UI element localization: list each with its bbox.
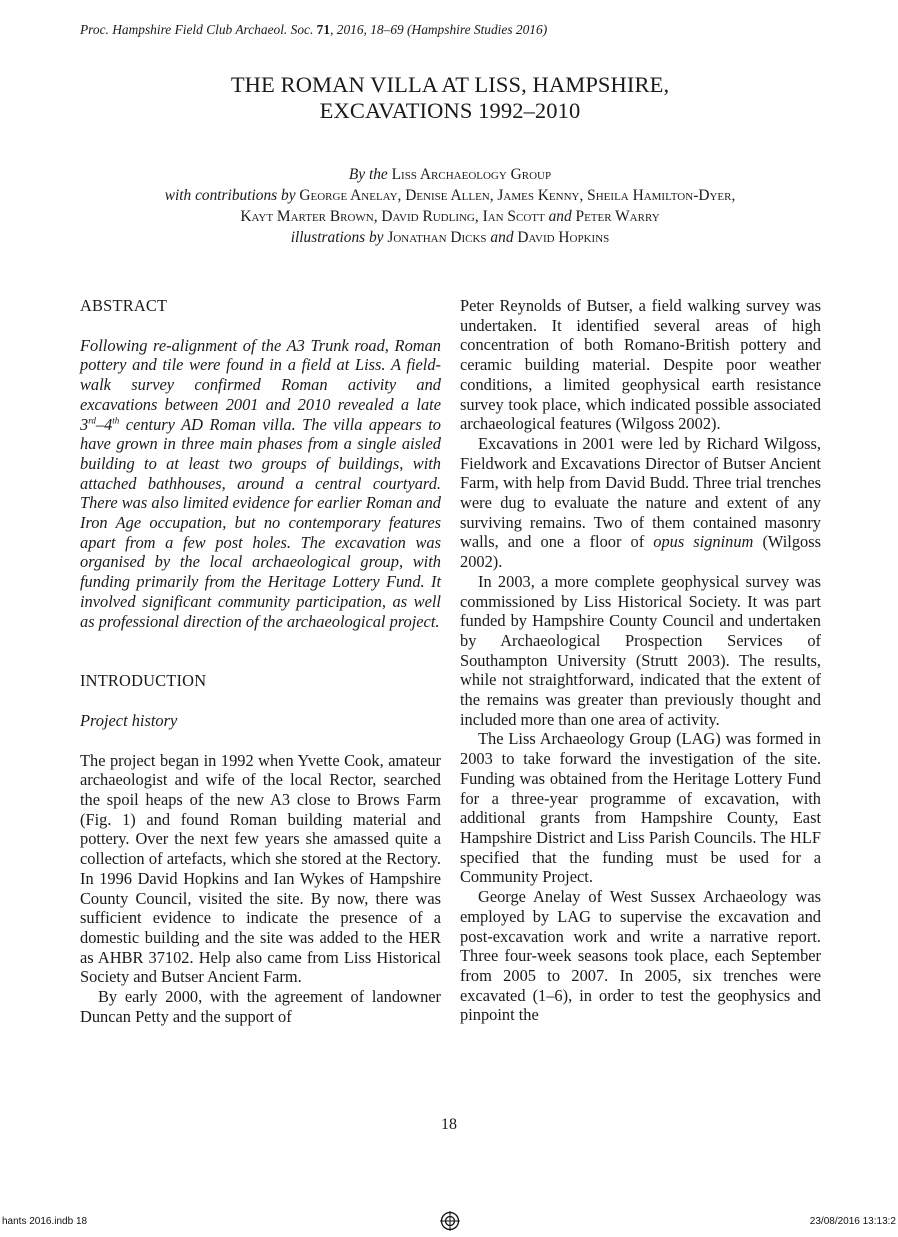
and-word-2: and [490, 229, 514, 246]
illustrator-1: Jonathan Dicks [387, 229, 487, 246]
opus-signinum-term: opus signinum [653, 532, 754, 552]
by-the-label: By the [348, 166, 388, 183]
byline-group-line [40, 164, 860, 185]
right-column [460, 296, 821, 1025]
abstract-heading: ABSTRACT [80, 296, 168, 315]
journal-name: Proc. Hampshire Field Club Archaeol. Soc. [80, 22, 314, 37]
right-paragraph-4: The Liss Archaeology Group (LAG) was formed in 2003 to take forward the investigation of the site. Funding was obtained from the Heritage Lottery Fund for a three-year programme of excavation, with additional grants from Hampshire County, East Hampshire District and Liss Parish Councils. The HLF specified that the funding must be used for a Community Project. [460, 729, 821, 887]
right-paragraph-2: Excavations in 2001 were led by Richard Wilgoss, Fieldwork and Excavations Director of Butser Ancient Farm, with help from David Budd. Three trial trenches were dug to evaluate the nature and extent of any surviving remains. Two of them contained masonry walls, and one a floor of opus signinum (Wilgoss 2002). [460, 433, 822, 572]
slug-file-info: hants 2016.indb 18 [2, 1216, 88, 1227]
contributors-2b: Peter Warry [575, 208, 660, 225]
volume-number: 71 [316, 22, 331, 37]
right-paragraph-1: Peter Reynolds of Butser, a field walking survey was undertaken. It identified several areas of high concentration of both Romano-British pottery and ceramic building material. Despite poor weather conditions, a limited geophysical earth resistance survey took place, which indicated possible associated archaeological features (Wilgoss 2002). [460, 296, 821, 434]
intro-paragraph-2: By early 2000, with the agreement of landowner Duncan Petty and the support of [80, 987, 441, 1026]
project-history-subheading: Project history [80, 710, 178, 730]
illustrator-2: David Hopkins [517, 229, 610, 246]
illustrations-label: illustrations by [290, 229, 384, 246]
contributors-2a: Kayt Marter Brown, David Rudling, Ian Scott [240, 208, 545, 225]
article-title [80, 72, 820, 124]
left-column [80, 296, 441, 1027]
running-head [80, 22, 820, 38]
page-number: 18 [441, 1116, 457, 1133]
contributions-label: with contributions by [164, 187, 296, 204]
right-paragraph-5: George Anelay of West Sussex Archaeology was employed by LAG to supervise the excavation and post-excavation work and write a narrative report. Three four-week seasons took place, each September from 2005 to 2007. In 2005, six trenches were excavated (1–6), in order to test the geophysics and pinpoint the [460, 887, 821, 1025]
introduction-heading: INTRODUCTION [80, 671, 207, 691]
title-line-1: THE ROMAN VILLA AT LISS, HAMPSHIRE, [230, 72, 670, 97]
registration-mark-icon [440, 1211, 460, 1231]
right-paragraph-3: In 2003, a more complete geophysical survey was commissioned by Liss Historical Society. It was part funded by Hampshire County Council and undertaken by Archaeological Prospection Services of Southampton University (Strutt 2003). The results, while not straightforward, indicated that the extent of the remains was greater than previously thought and included more than one area of activity. [460, 571, 821, 729]
abstract-text: Following re-alignment of the A3 Trunk road, Roman pottery and tile were found in a field at Liss. A field-walk survey confirmed Roman activity and excavations between 2001 and 2010 revealed a late 3rd–4th century AD Roman villa. The villa appears to have grown in three main phases from a single aisled building to at least two groups of buildings, with attached bathhouses, around a central courtyard. There was also limited evidence for earlier Roman and Iron Age occupation, but no contemporary features apart from a few post holes. The excavation was organised by the local archaeological group, with funding primarily from the Heritage Lottery Fund. It involved significant community participation, as well as professional direction of the archaeological project. [80, 335, 441, 631]
contributors-line-1 [40, 185, 860, 206]
contributors-line-2 [40, 206, 860, 227]
title-line-2: EXCAVATIONS 1992–2010 [319, 98, 581, 123]
intro-paragraph-1: The project began in 1992 when Yvette Cook, amateur archaeologist and wife of the local Rector, searched the spoil heaps of the new A3 close to Brows Farm (Fig. 1) and found Roman building material and pottery. Over the next few years she amassed quite a collection of artefacts, which she stored at the Rectory. In 1996 David Hopkins and Ian Wykes of Hampshire County Council, visited the site. By now, there was sufficient evidence to indicate the presence of a domestic building and the site was added to the HER as AHBR 37102. Help also came from Liss Historical Society and Butser Ancient Farm. [80, 750, 441, 987]
slug-timestamp: 23/08/2016 13:13:2 [809, 1216, 896, 1227]
contributors-1: George Anelay, Denise Allen, James Kenny, Sheila Hamilton-Dyer, [299, 187, 736, 204]
journal-details: , 2016, 18–69 (Hampshire Studies 2016) [330, 22, 548, 37]
illustrators-line [40, 227, 860, 248]
author-group: Liss Archaeology Group [391, 166, 552, 183]
and-word: and [548, 208, 572, 225]
byline [40, 164, 860, 248]
